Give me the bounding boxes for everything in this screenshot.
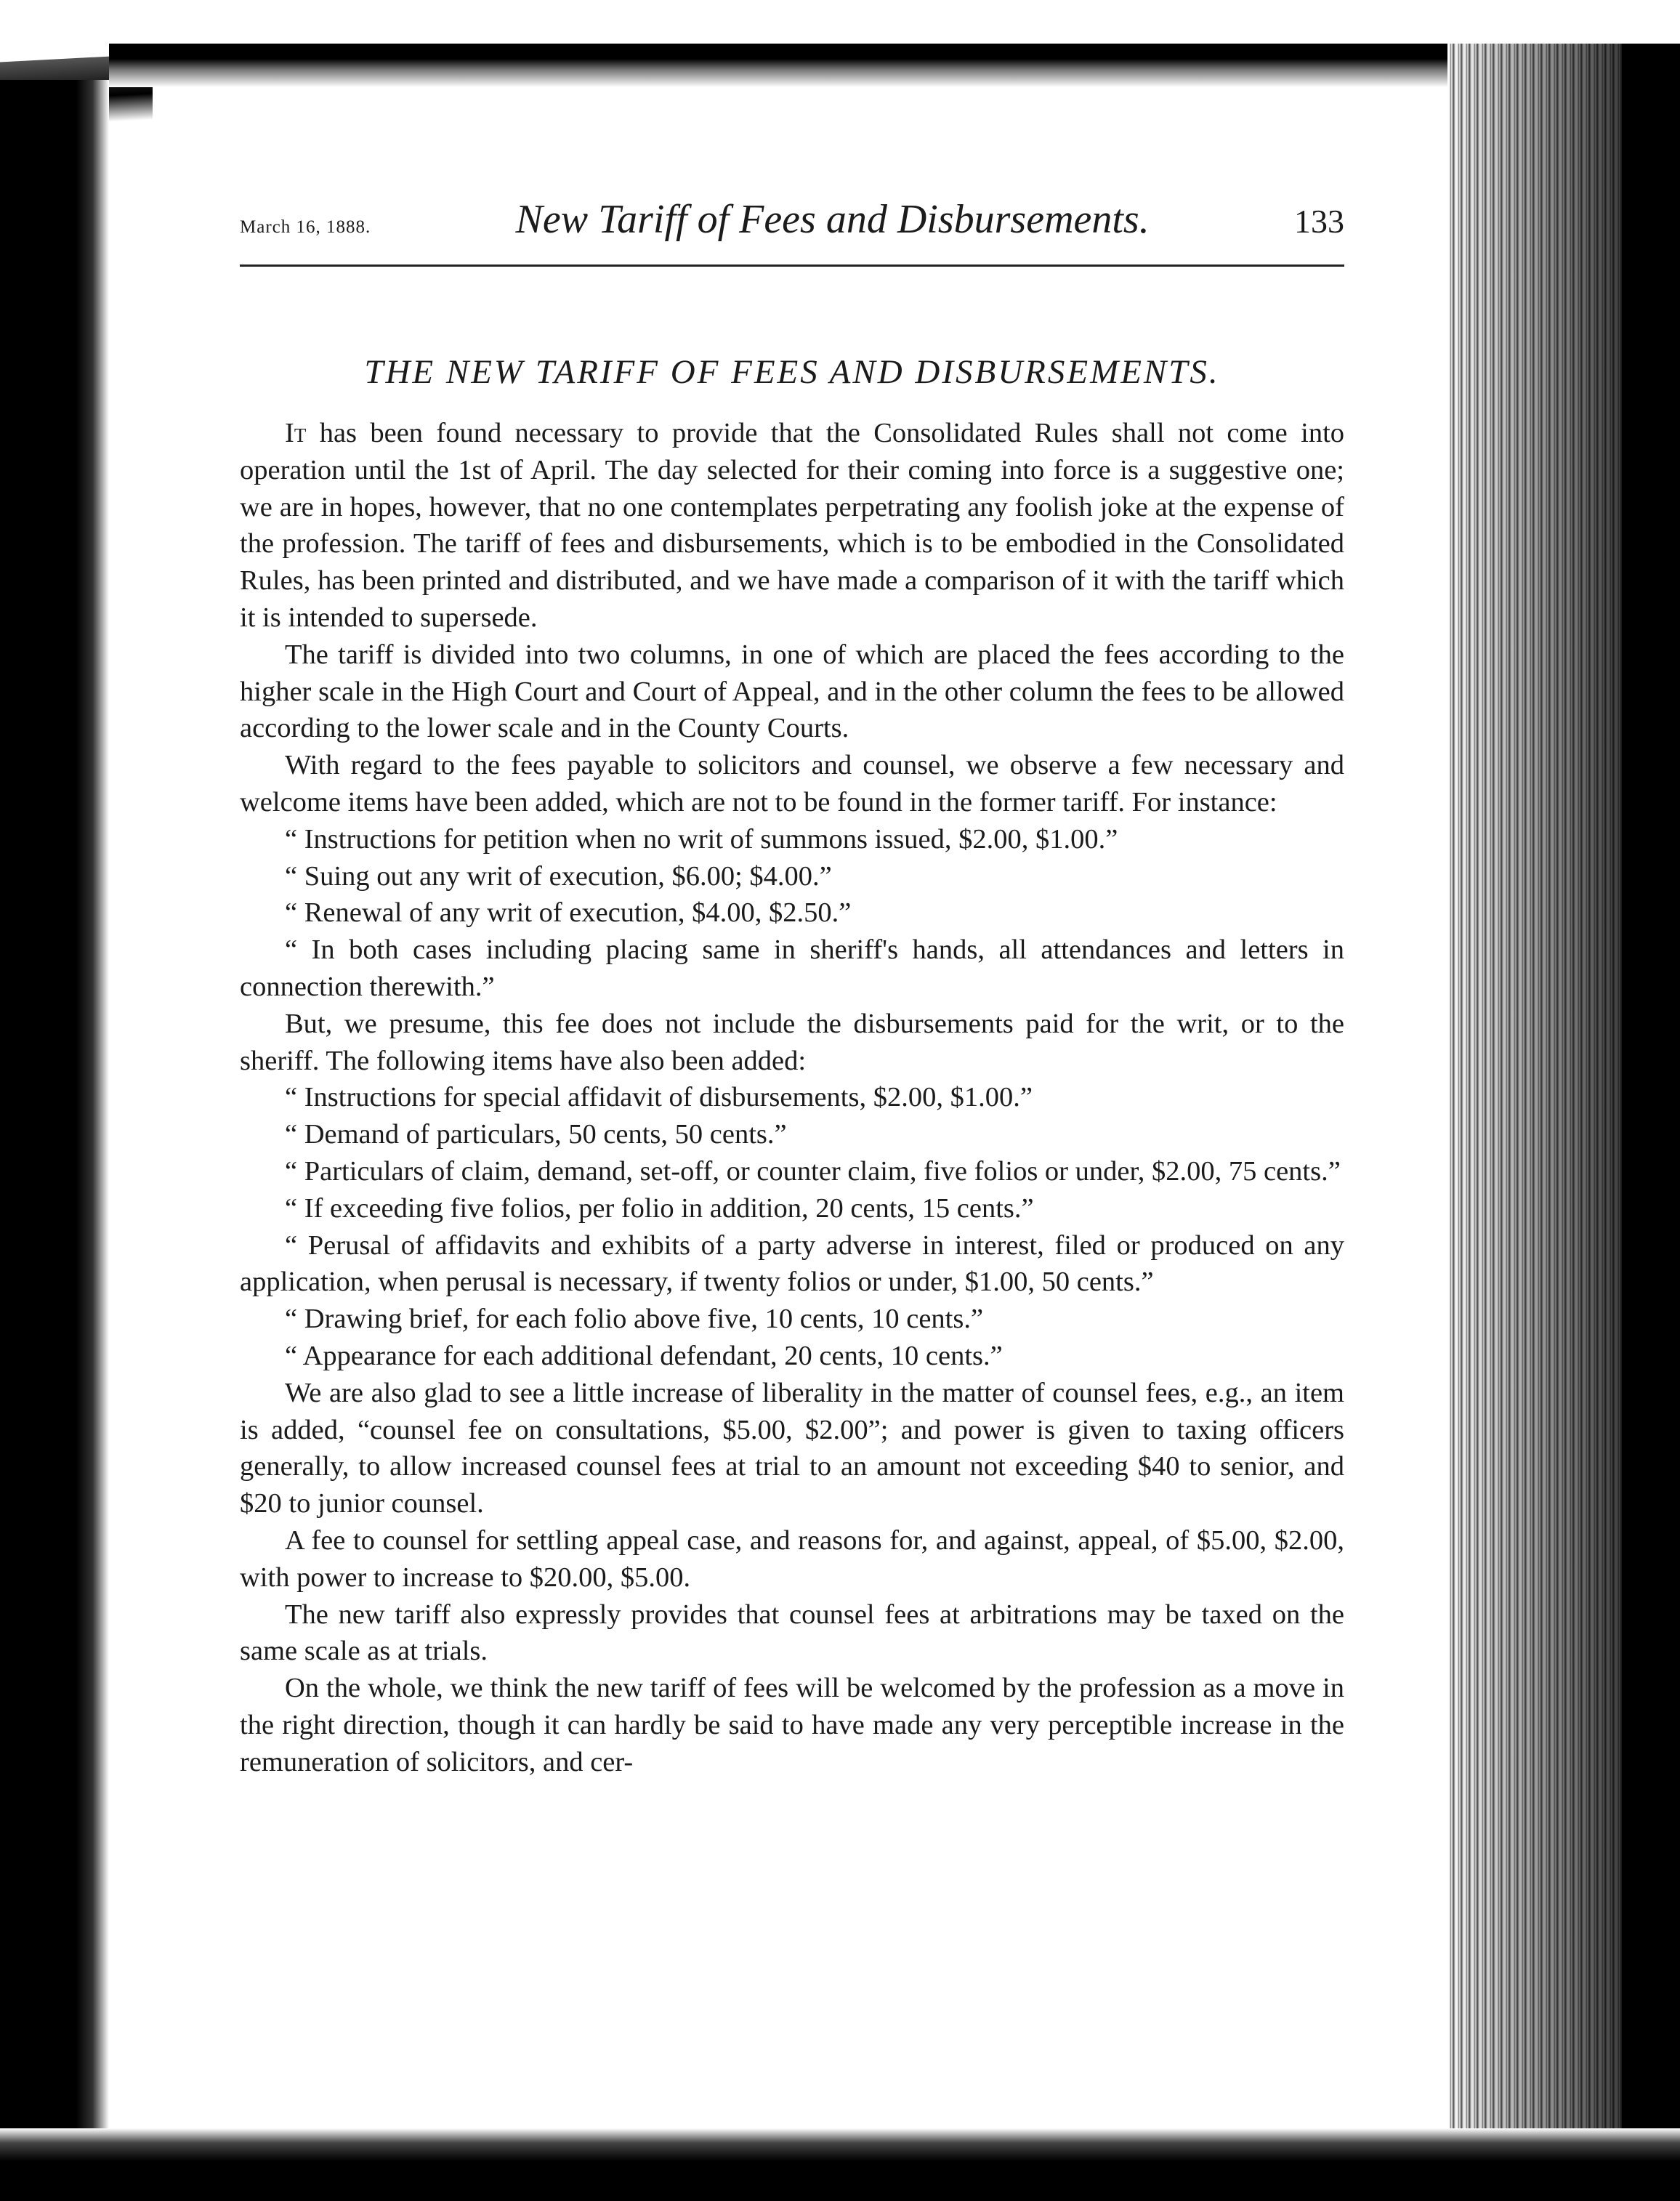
tariff-item: “ Instructions for special affidavit of disbursements, $2.00, $1.00.” <box>285 1082 1033 1113</box>
tariff-item: “ Drawing brief, for each folio above five, 10 cents, 10 cents.” <box>285 1304 984 1335</box>
article-title: THE NEW TARIFF OF FEES AND DISBURSEMENTS. <box>364 353 1220 391</box>
paragraph: With regard to the fees payable to solicitors and counsel, we observe a few necessary and welcome items have been added, which are not to be found in the former tariff. For instance: <box>240 750 1344 817</box>
tariff-item: “ If exceeding five folios, per folio in addition, 20 cents, 15 cents.” <box>285 1192 1034 1224</box>
scan-shadow-top <box>109 44 1461 87</box>
issue-date: March 16, 1888. <box>240 217 371 237</box>
tariff-item: “ Demand of particulars, 50 cents, 50 cents.” <box>285 1119 787 1150</box>
tariff-item: “ Perusal of affidavits and exhibits of a party adverse in interest, filed or produced on any application, when perusal is necessary, if twenty folios or under, $1.00, 50 cents.” <box>240 1229 1344 1298</box>
article-body <box>240 415 1344 1780</box>
tariff-item: “ Suing out any writ of execution, $6.00; $4.00.” <box>285 860 832 892</box>
tariff-item: “ Instructions for petition when no writ of summons issued, $2.00, $1.00.” <box>285 823 1118 855</box>
scan-shadow-bottom <box>0 2128 1680 2201</box>
paragraph: We are also glad to see a little increase of liberality in the matter of counsel fees, e.g., an item is added, “counsel fee on consultations, $5.00, $2.00”; and power is given to taxing officers generally, to allow increased counsel fees at trial to an amount not exceeding $40 to senior, and $20 to junior counsel. <box>240 1377 1344 1519</box>
running-header <box>240 196 1344 254</box>
page-number: 133 <box>1294 203 1344 240</box>
header-rule <box>240 264 1344 267</box>
paragraph: But, we presume, this fee does not include the disbursements paid for the writ, or to the sheriff. The following items have also been added: <box>240 1008 1344 1076</box>
paragraph: On the whole, we think the new tariff of fees will be welcomed by the profession as a move in the right direction, though it can hardly be said to have made any very perceptible increase in the remuneration of solicitors, and cer- <box>240 1673 1344 1777</box>
drop-word: It <box>285 418 307 448</box>
page <box>240 196 1344 2115</box>
tariff-item: “ Renewal of any writ of execution, $4.00, $2.50.” <box>285 897 852 929</box>
scan-binding-shadow <box>0 80 109 2201</box>
tariff-item: “ Particulars of claim, demand, set-off, or counter claim, five folios or under, $2.00, 75 cents.” <box>285 1155 1341 1187</box>
tariff-item: “ In both cases including placing same in sheriff's hands, all attendances and letters in connection therewith.” <box>240 934 1344 1002</box>
scan-shadow-right <box>1622 44 1680 2201</box>
paragraph: A fee to counsel for settling appeal case, and reasons for, and against, appeal, of $5.00, $2.00, with power to increase to $20.00, $5.00. <box>240 1524 1344 1593</box>
paragraph: The tariff is divided into two columns, in one of which are placed the fees according to the higher scale in the High Court and Court of Appeal, and in the other column the fees to be allowed according to the lower scale and in the County Courts. <box>240 639 1344 744</box>
paragraph: The new tariff also expressly provides that counsel fees at arbitrations may be taxed on the same scale as at trials. <box>240 1599 1344 1667</box>
running-title: New Tariff of Fees and Disbursements. <box>515 197 1150 242</box>
paragraph: It has been found necessary to provide that the Consolidated Rules shall not come into operation until the 1st of April. The day selected for their coming into force is a suggestive one; we are in hopes, however, that no one contemplates perpetrating any foolish joke at the expense of the profession. The tariff of fees and disbursements, which is to be embodied in the Consolidated Rules, has been printed and distributed, and we have made a comparison of it with the tariff which it is intended to supersede. <box>240 418 1345 633</box>
tariff-item: “ Appearance for each additional defendant, 20 cents, 10 cents.” <box>285 1340 1003 1371</box>
